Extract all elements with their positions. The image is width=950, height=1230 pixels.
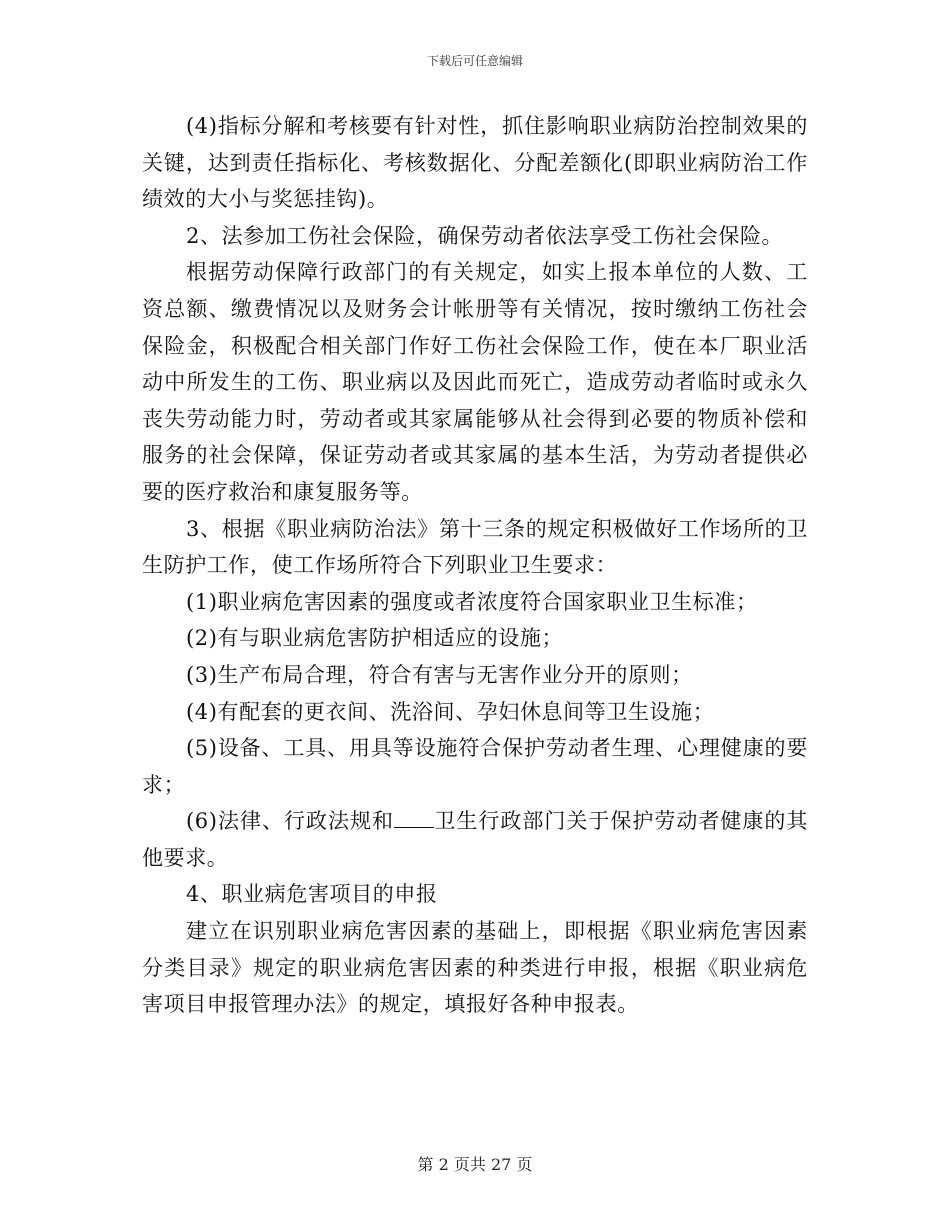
requirement-6-text-start: (6)法律、行政法规和 (186, 809, 394, 834)
paragraph-declaration-details: 建立在识别职业病危害因素的基础上，即根据《职业病危害因素分类目录》规定的职业病危害因素的种类进行申报，根据《职业病危害项目申报管理办法》的规定，填报好各种申报表。 (142, 919, 808, 1017)
fill-in-blank (394, 809, 434, 828)
page-number-footer: 第 2 页共 27 页 (417, 1155, 533, 1174)
requirement-6-text-end: 卫生行政部门关于保护劳动者健康的其他要求。 (142, 809, 808, 870)
paragraph-section-4-heading: 4、职业病危害项目的申报 (186, 882, 438, 907)
paragraph-section-2-heading: 2、法参加工伤社会保险，确保劳动者依法享受工伤社会保险。 (186, 223, 784, 248)
document-body (142, 108, 808, 1023)
paragraph-requirement-6 (142, 803, 808, 876)
paragraph-item-4-indicators: (4)指标分解和考核要有针对性，抓住影响职业病防治控制效果的关键，达到责任指标化、考核数据化、分配差额化(即职业病防治工作绩效的大小与奖惩挂钩)。 (142, 114, 808, 212)
paragraph-requirement-1: (1)职业病危害因素的强度或者浓度符合国家职业卫生标准； (186, 589, 758, 614)
paragraph-insurance-details: 根据劳动保障行政部门的有关规定，如实上报本单位的人数、工资总额、缴费情况以及财务会计帐册等有关情况，按时缴纳工伤社会保险金，积极配合相关部门作好工伤社会保险工作，使在本厂职业活动中所发生的工伤、职业病以及因此而死亡，造成劳动者临时或永久丧失劳动能力时，劳动者或其家属能够从社会得到必要的物质补偿和服务的社会保障，保证劳动者或其家属的基本生活，为劳动者提供必要的医疗救治和康复服务等。 (142, 260, 808, 504)
paragraph-requirement-4: (4)有配套的更衣间、洗浴间、孕妇休息间等卫生设施； (186, 699, 715, 724)
paragraph-section-3-heading: 3、根据《职业病防治法》第十三条的规定积极做好工作场所的卫生防护工作，使工作场所符合下列职业卫生要求： (142, 516, 808, 578)
paragraph-requirement-3: (3)生产布局合理，符合有害与无害作业分开的原则； (186, 662, 693, 687)
paragraph-requirement-5: (5)设备、工具、用具等设施符合保护劳动者生理、心理健康的要求； (142, 736, 808, 797)
paragraph-requirement-2: (2)有与职业病危害防护相适应的设施； (186, 626, 564, 651)
page-header: 下载后可任意编辑 (426, 54, 523, 68)
